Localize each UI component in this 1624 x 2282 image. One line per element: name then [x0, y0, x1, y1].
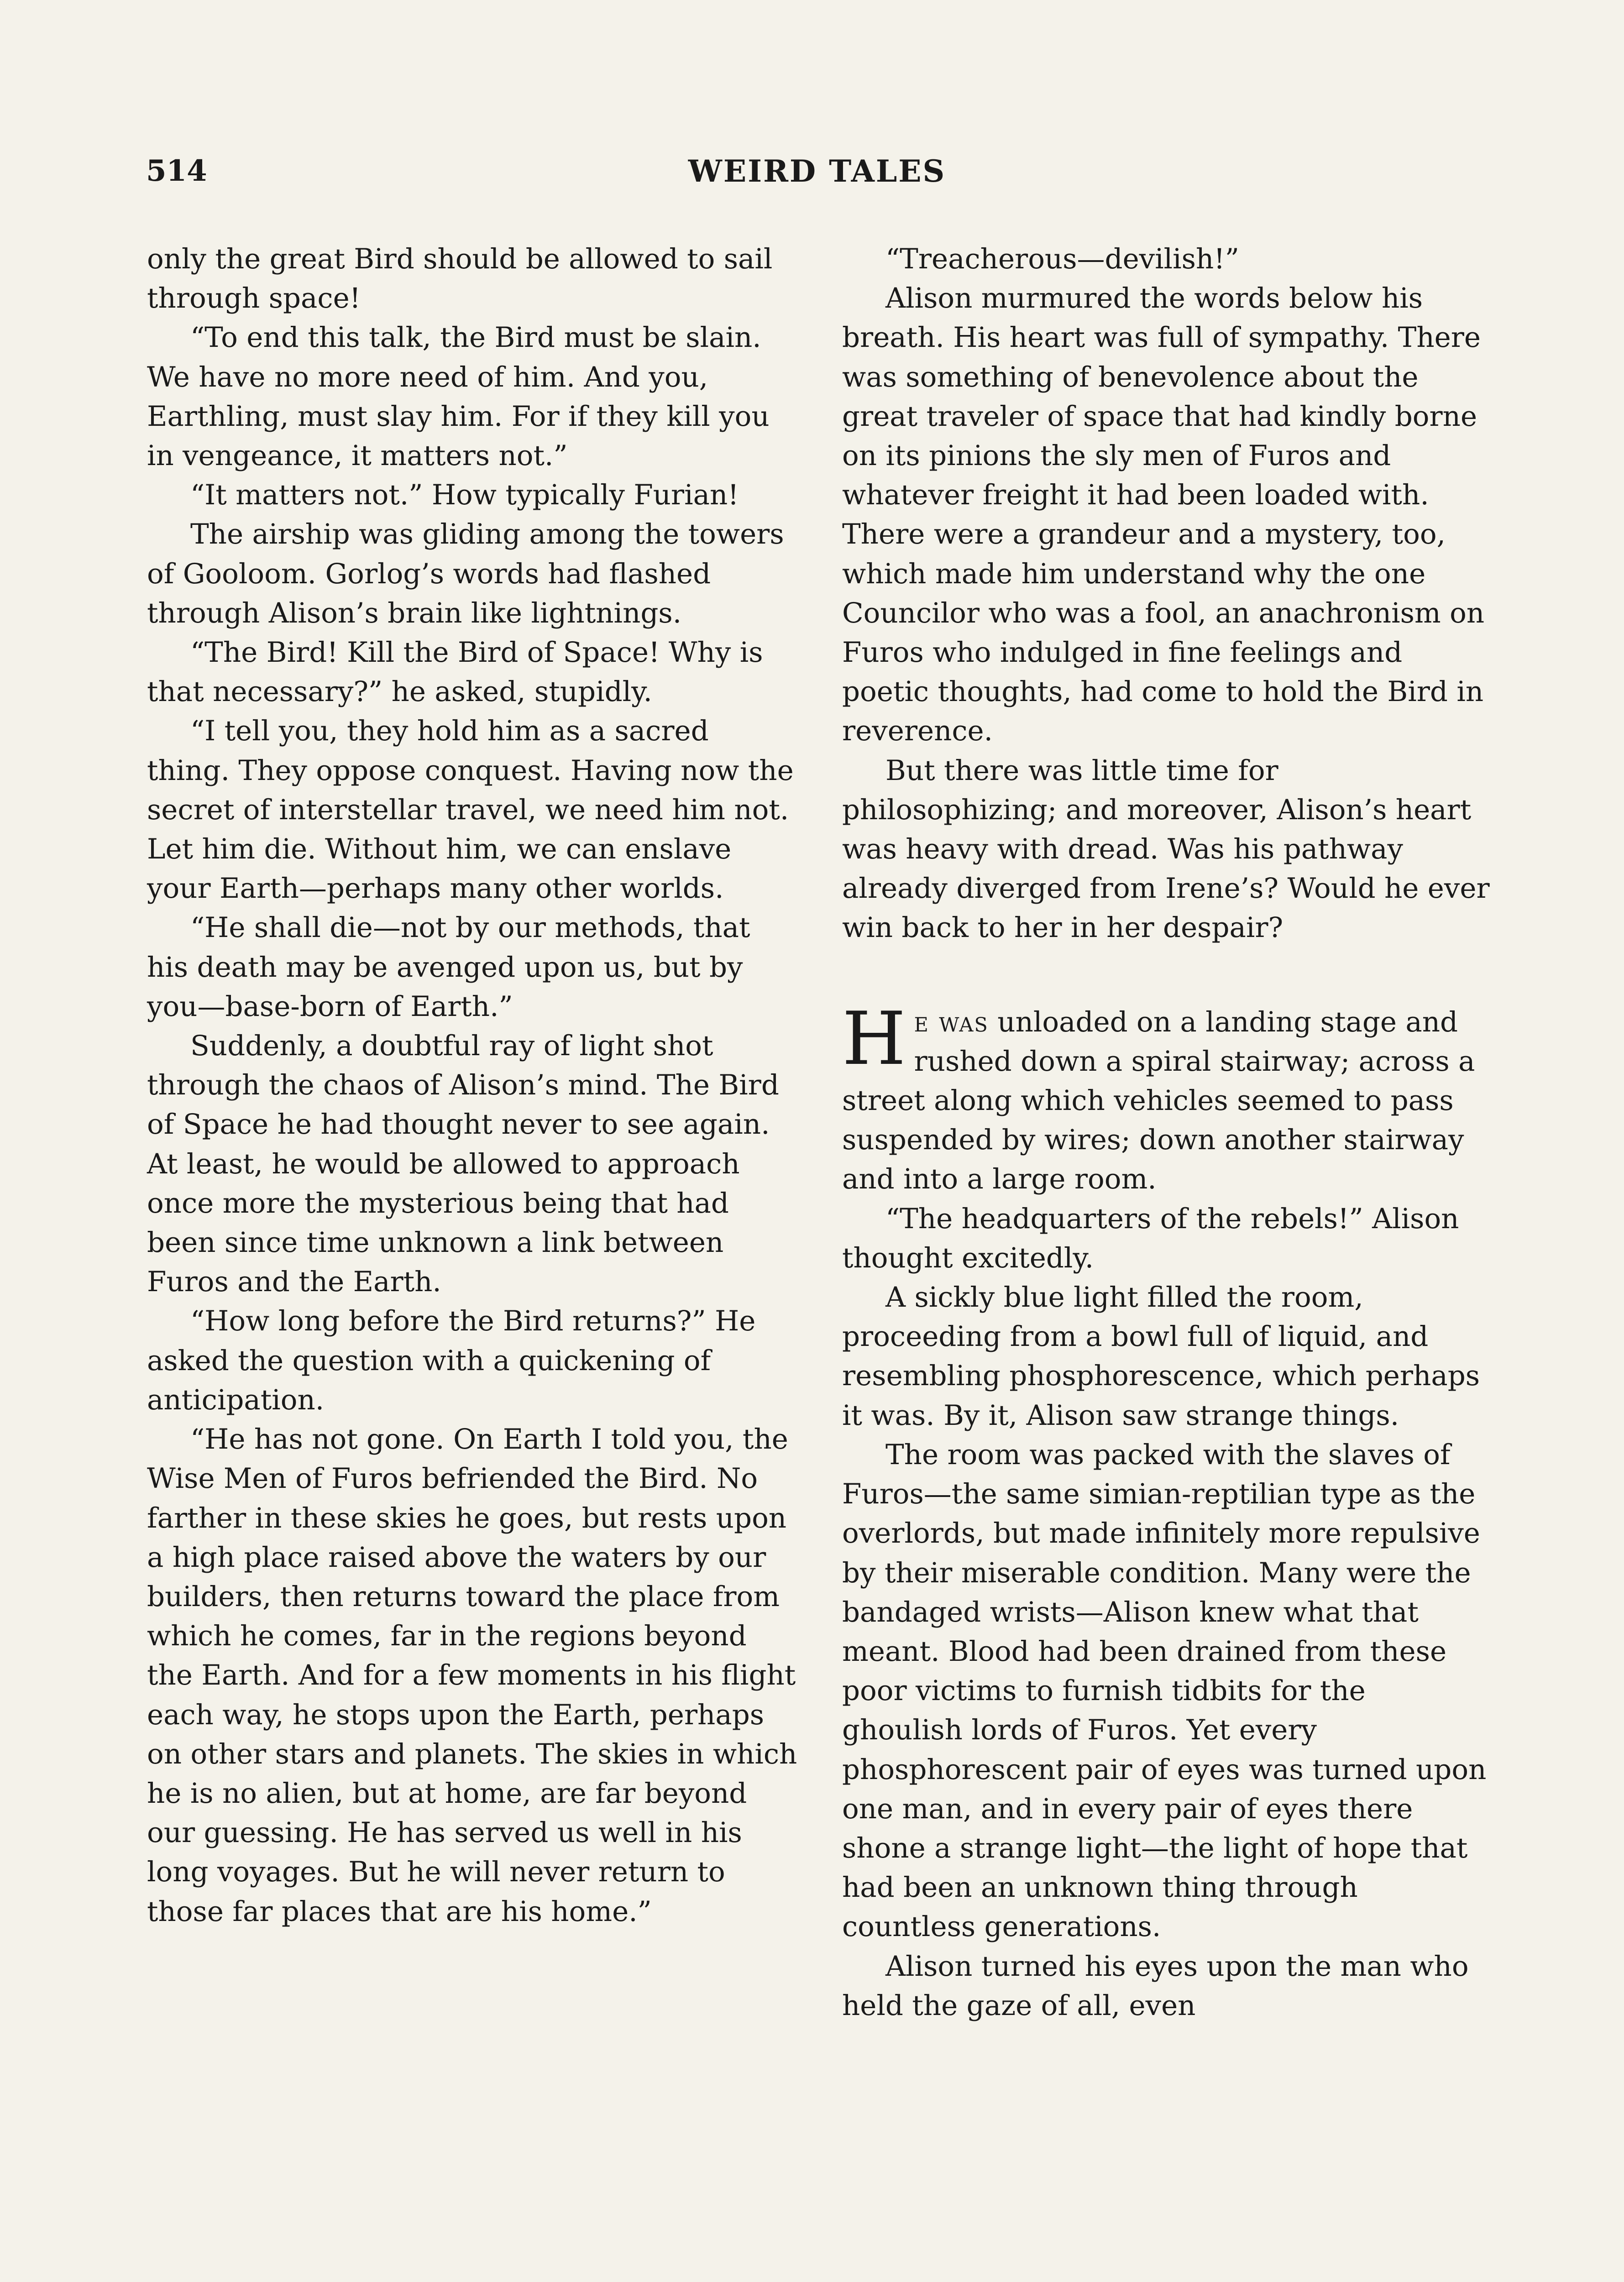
paragraph: Alison turned his eyes upon the man who held the gaze of all, even: [842, 1950, 1469, 2022]
paragraph: The room was packed with the slaves of Furos—the same simian-reptilian type as the overlords, but made infinitely more repulsive by their miserable condition. Many were the bandaged wrists—Alison knew what that meant. Blood had been drained from these poor victims to furnish tidbits for the ghoulish lords of Furos. Yet every phosphorescent pair of eyes was turned upon one man, and in every pair of eyes there shone a strange light—the light of hope that had been an unknown thing through countless generations.: [842, 1438, 1487, 1943]
page-header: [146, 151, 1488, 201]
paragraph: The airship was gliding among the towers of Gooloom. Gorlog’s words had flashed through Alison’s brain like lightnings.: [147, 518, 784, 629]
drop-cap-initial: H: [842, 995, 906, 1081]
dropcap-paragraph: [842, 995, 1495, 1199]
small-caps-lead: e was: [914, 1005, 989, 1038]
page-number: 514: [146, 154, 207, 188]
section-break: [842, 948, 1495, 1003]
paragraph: only the great Bird should be allowed to sail through space!: [147, 243, 773, 315]
paragraph: But there was little time for philosophizing; and moreover, Alison’s heart was heavy with dread. Was his pathway already diverged from Irene’s? Would he ever win back to her in her despair?: [842, 754, 1490, 944]
right-column: [842, 240, 1495, 2026]
paragraph: A sickly blue light filled the room, proceeding from a bowl full of liquid, and resembling phosphorescence, which perhaps it was. By it, Alison saw strange things.: [842, 1281, 1480, 1432]
paragraph: “The Bird! Kill the Bird of Space! Why is that necessary?” he asked, stupidly.: [147, 636, 763, 708]
paragraph-text: unloaded on a landing stage and rushed down a spiral stairway; across a street along which vehicles seemed to pass suspended by wires; down another stairway and into a large room.: [842, 1005, 1475, 1196]
left-column: [147, 240, 800, 1931]
paragraph: “He shall die—not by our methods, that his death may be avenged upon us, but by you—base-born of Earth.”: [147, 911, 750, 1023]
running-title: WEIRD TALES: [688, 153, 946, 189]
paragraph: “He has not gone. On Earth I told you, the Wise Men of Furos befriended the Bird. No farther in these skies he goes, but rests upon a high place raised above the waters by our builders, then returns toward the place from which he comes, far in the regions beyond the Earth. And for a few moments in his flight each way, he stops upon the Earth, perhaps on other stars and planets. The skies in which he is no alien, but at home, are far beyond our guessing. He has served us well in his long voyages. But he will never return to those far places that are his home.”: [147, 1423, 797, 1928]
paragraph: Suddenly, a doubtful ray of light shot through the chaos of Alison’s mind. The Bird of Space he had thought never to see again. At least, he would be allowed to approach once more the mysterious being that had been since time unknown a link between Furos and the Earth.: [147, 1030, 779, 1298]
paragraph: “How long before the Bird returns?” He asked the question with a quickening of anticipation.: [147, 1305, 756, 1416]
paragraph: “It matters not.” How typically Furian!: [190, 479, 739, 512]
paragraph: “To end this talk, the Bird must be slain. We have no more need of him. And you, Earthling, must slay him. For if they kill you in vengeance, it matters not.”: [147, 321, 770, 472]
paragraph: “I tell you, they hold him as a sacred thing. They oppose conquest. Having now the secret of interstellar travel, we need him not. Let him die. Without him, we can enslave your Earth—perhaps many other worlds.: [147, 715, 794, 905]
paragraph: Alison murmured the words below his breath. His heart was full of sympathy. There was something of benevolence about the great traveler of space that had kindly borne on its pinions the sly men of Furos and whatever freight it had been loaded with. There were a grandeur and a mystery, too, which made him understand why the one Councilor who was a fool, an anachronism on Furos who indulged in fine feelings and poetic thoughts, had come to hold the Bird in reverence.: [842, 282, 1485, 748]
paragraph: “The headquarters of the rebels!” Alison thought excitedly.: [842, 1202, 1459, 1274]
paragraph: “Treacherous—devilish!”: [885, 243, 1239, 275]
